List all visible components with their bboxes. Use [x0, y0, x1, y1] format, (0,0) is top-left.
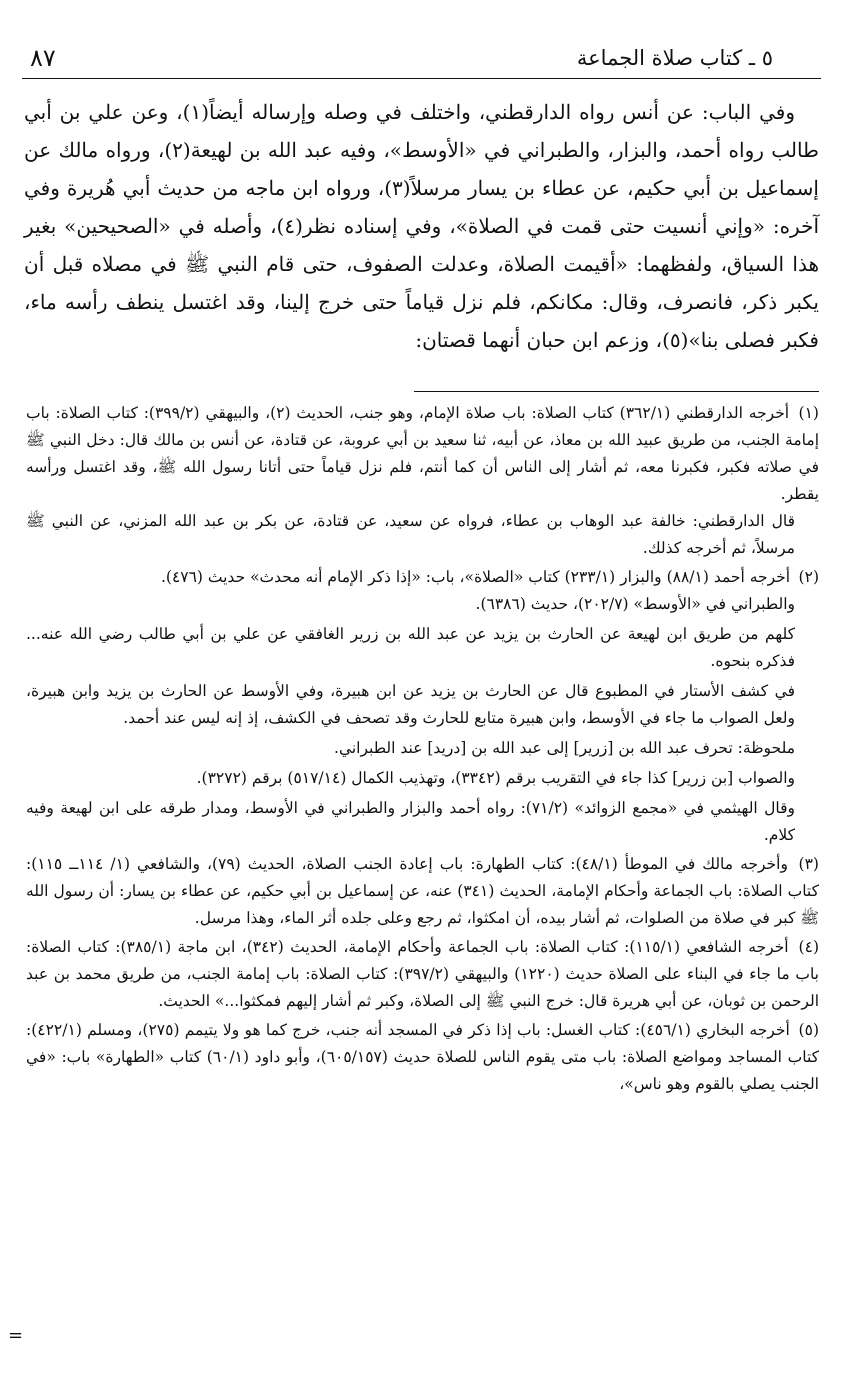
- footnote-text: أخرجه أحمد (٨٨/١) والبزار (٢٣٣/١) كتاب «الصلاة»، باب: «إذا ذكر الإمام أنه محدث» حديث (٤٧٦).: [160, 568, 791, 586]
- footnote-4: [26, 934, 819, 1015]
- page-header: [22, 38, 821, 78]
- running-head: ٥ ـ كتاب صلاة الجماعة: [576, 46, 773, 70]
- footnote-text: قال الدارقطني: خالفة عبد الوهاب بن عطاء، فرواه عن سعيد، عن قتادة، عن بكر بن عبد الله المزني، عن النبي ﷺ مرسلاً، ثم أخرجه كذلك.: [26, 512, 795, 557]
- footnote-2: [26, 564, 819, 849]
- footnote-text: أخرجه البخاري (٤٥٦/١): كتاب الغسل: باب إذا ذكر في المسجد أنه جنب، خرج كما هو ولا يتيمم (٢٧٥)، ومسلم (٤٢٢/١): كتاب المساجد ومواضع الصلاة: باب متى يقوم الناس للصلاة حديث (٦٠٥/١٥٧)، وأبو داود (٦٠/١) كتاب «الطهارة» باب: «في الجنب يصلي بالقوم وهو ناس»،: [26, 1021, 819, 1093]
- footnote-text: في كشف الأستار في المطبوع قال عن الحارث بن يزيد عن ابن هبيرة، وفي الأوسط عن الحارث بن يزيد وابن هبيرة، ولعل الصواب ما جاء في الأوسط، وابن هبيرة متابع للحارث وقد تصحف في الكشف، إذ إنه ليس عند أحمد.: [26, 682, 795, 727]
- header-rule: [22, 78, 821, 79]
- footnote-text: أخرجه الدارقطني (٣٦٢/١) كتاب الصلاة: باب صلاة الإمام، وهو جنب، الحديث (٢)، والبيهقي (٣٩٩/٢): كتاب الصلاة: باب إمامة الجنب، من طريق عبيد الله بن معاذ، عن أبيه، ثنا سعيد بن أبي عروبة، عن قتادة، عن أنس بن مالك قال: دخل النبي ﷺ في صلاته فكبر، فكبرنا معه، ثم أشار إلى الناس أن كما أنتم، فلم نزل قياماً حتى أتانا رسول الله ﷺ، وقد اغتسل ورأسه يقطر.: [26, 404, 819, 503]
- footnote-1: [26, 400, 819, 562]
- footnote-5: [26, 1017, 819, 1098]
- footnote-separator: [414, 391, 819, 392]
- footnote-text: وقال الهيثمي في «مجمع الزوائد» (٧١/٢): رواه أحمد والبزار والطبراني في الأوسط، ومدار طرقه على ابن لهيعة وفيه كلام.: [26, 799, 795, 844]
- main-paragraph: وفي الباب: عن أنس رواه الدارقطني، واختلف في وصله وإرساله أيضاً(١)، وعن علي بن أبي طالب رواه أحمد، والبزار، والطبراني في «الأوسط»، وفيه عبد الله بن لهيعة(٢)، ورواه مالك عن إسماعيل بن أبي حكيم، عن عطاء بن يسار مرسلاً(٣)، ورواه ابن ماجه من حديث أبي هُريرة وفي آخره: «وإني أنسيت حتى قمت في الصلاة»، وفي إسناده نظر(٤)، وأصله في «الصحيحين» بغير هذا السياق، ولفظهما: «أقيمت الصلاة، وعدلت الصفوف، حتى قام النبي ﷺ في مصلاه قبل أن يكبر ذكر، فانصرف، وقال: مكانكم، فلم نزل قياماً حتى خرج إلينا، وقد اغتسل ينطف رأسه ماء، فكبر فصلى بنا»(٥)، وزعم ابن حبان أنهما قصتان:: [24, 100, 820, 352]
- footnote-number: (٢): [798, 568, 819, 586]
- footnote-text: أخرجه الشافعي (١١٥/١): كتاب الصلاة: باب الجماعة وأحكام الإمامة، الحديث (٣٤٢)، ابن ماجة (٣٨٥/١): كتاب الصلاة: باب ما جاء في البناء على الصلاة حديث (١٢٢٠) والبيهقي (٣٩٧/٢): كتاب الصلاة: باب إمامة الجنب، من طريق محمد بن عبد الرحمن بن ثوبان، عن أبي هريرة قال: خرج النبي ﷺ إلى الصلاة، وكبر ثم أشار إليهم فمكثوا...» الحديث.: [26, 938, 819, 1010]
- footnote-text: وأخرجه مالك في الموطأ (٤٨/١): كتاب الطهارة: باب إعادة الجنب الصلاة، الحديث (٧٩)، والشافعي (١/ ١١٤ــ ١١٥): كتاب الصلاة: باب الجماعة وأحكام الإمامة، الحديث (٣٤١) عنه، عن إسماعيل بن أبي حكيم، عن عطاء بن يسار: أن رسول الله ﷺ كبر في صلاة من الصلوات، ثم أشار بيده، أن امكثوا، ثم رجع وعلى جلده أثر الماء، وهذا مرسل.: [26, 855, 819, 927]
- footnote-text: والصواب [بن زرير] كذا جاء في التقريب برقم (٣٣٤٢)، وتهذيب الكمال (٥١٧/١٤) برقم (٣٢٧٢).: [196, 769, 795, 787]
- footnote-number: (٥): [798, 1021, 819, 1039]
- footnote-text: كلهم من طريق ابن لهيعة عن الحارث بن يزيد عن عبد الله بن زرير الغافقي عن علي بن أبي طالب رضي الله عنه... فذكره بنحوه.: [26, 625, 795, 670]
- footnote-number: (٤): [798, 938, 819, 956]
- footnote-number: (٣): [798, 855, 819, 873]
- footnotes: [26, 400, 819, 1100]
- continuation-mark: =: [8, 1325, 24, 1346]
- main-text: [24, 93, 819, 359]
- footnote-text: ملحوظة: تحرف عبد الله بن [زرير] إلى عبد الله بن [دريد] عند الطبراني.: [334, 739, 795, 757]
- footnote-3: [26, 851, 819, 932]
- footnote-text: والطبراني في «الأوسط» (٢٠٢/٧)، حديث (٦٣٨٦).: [475, 595, 795, 613]
- page-number: ٨٧: [30, 44, 56, 72]
- footnote-number: (١): [798, 404, 819, 422]
